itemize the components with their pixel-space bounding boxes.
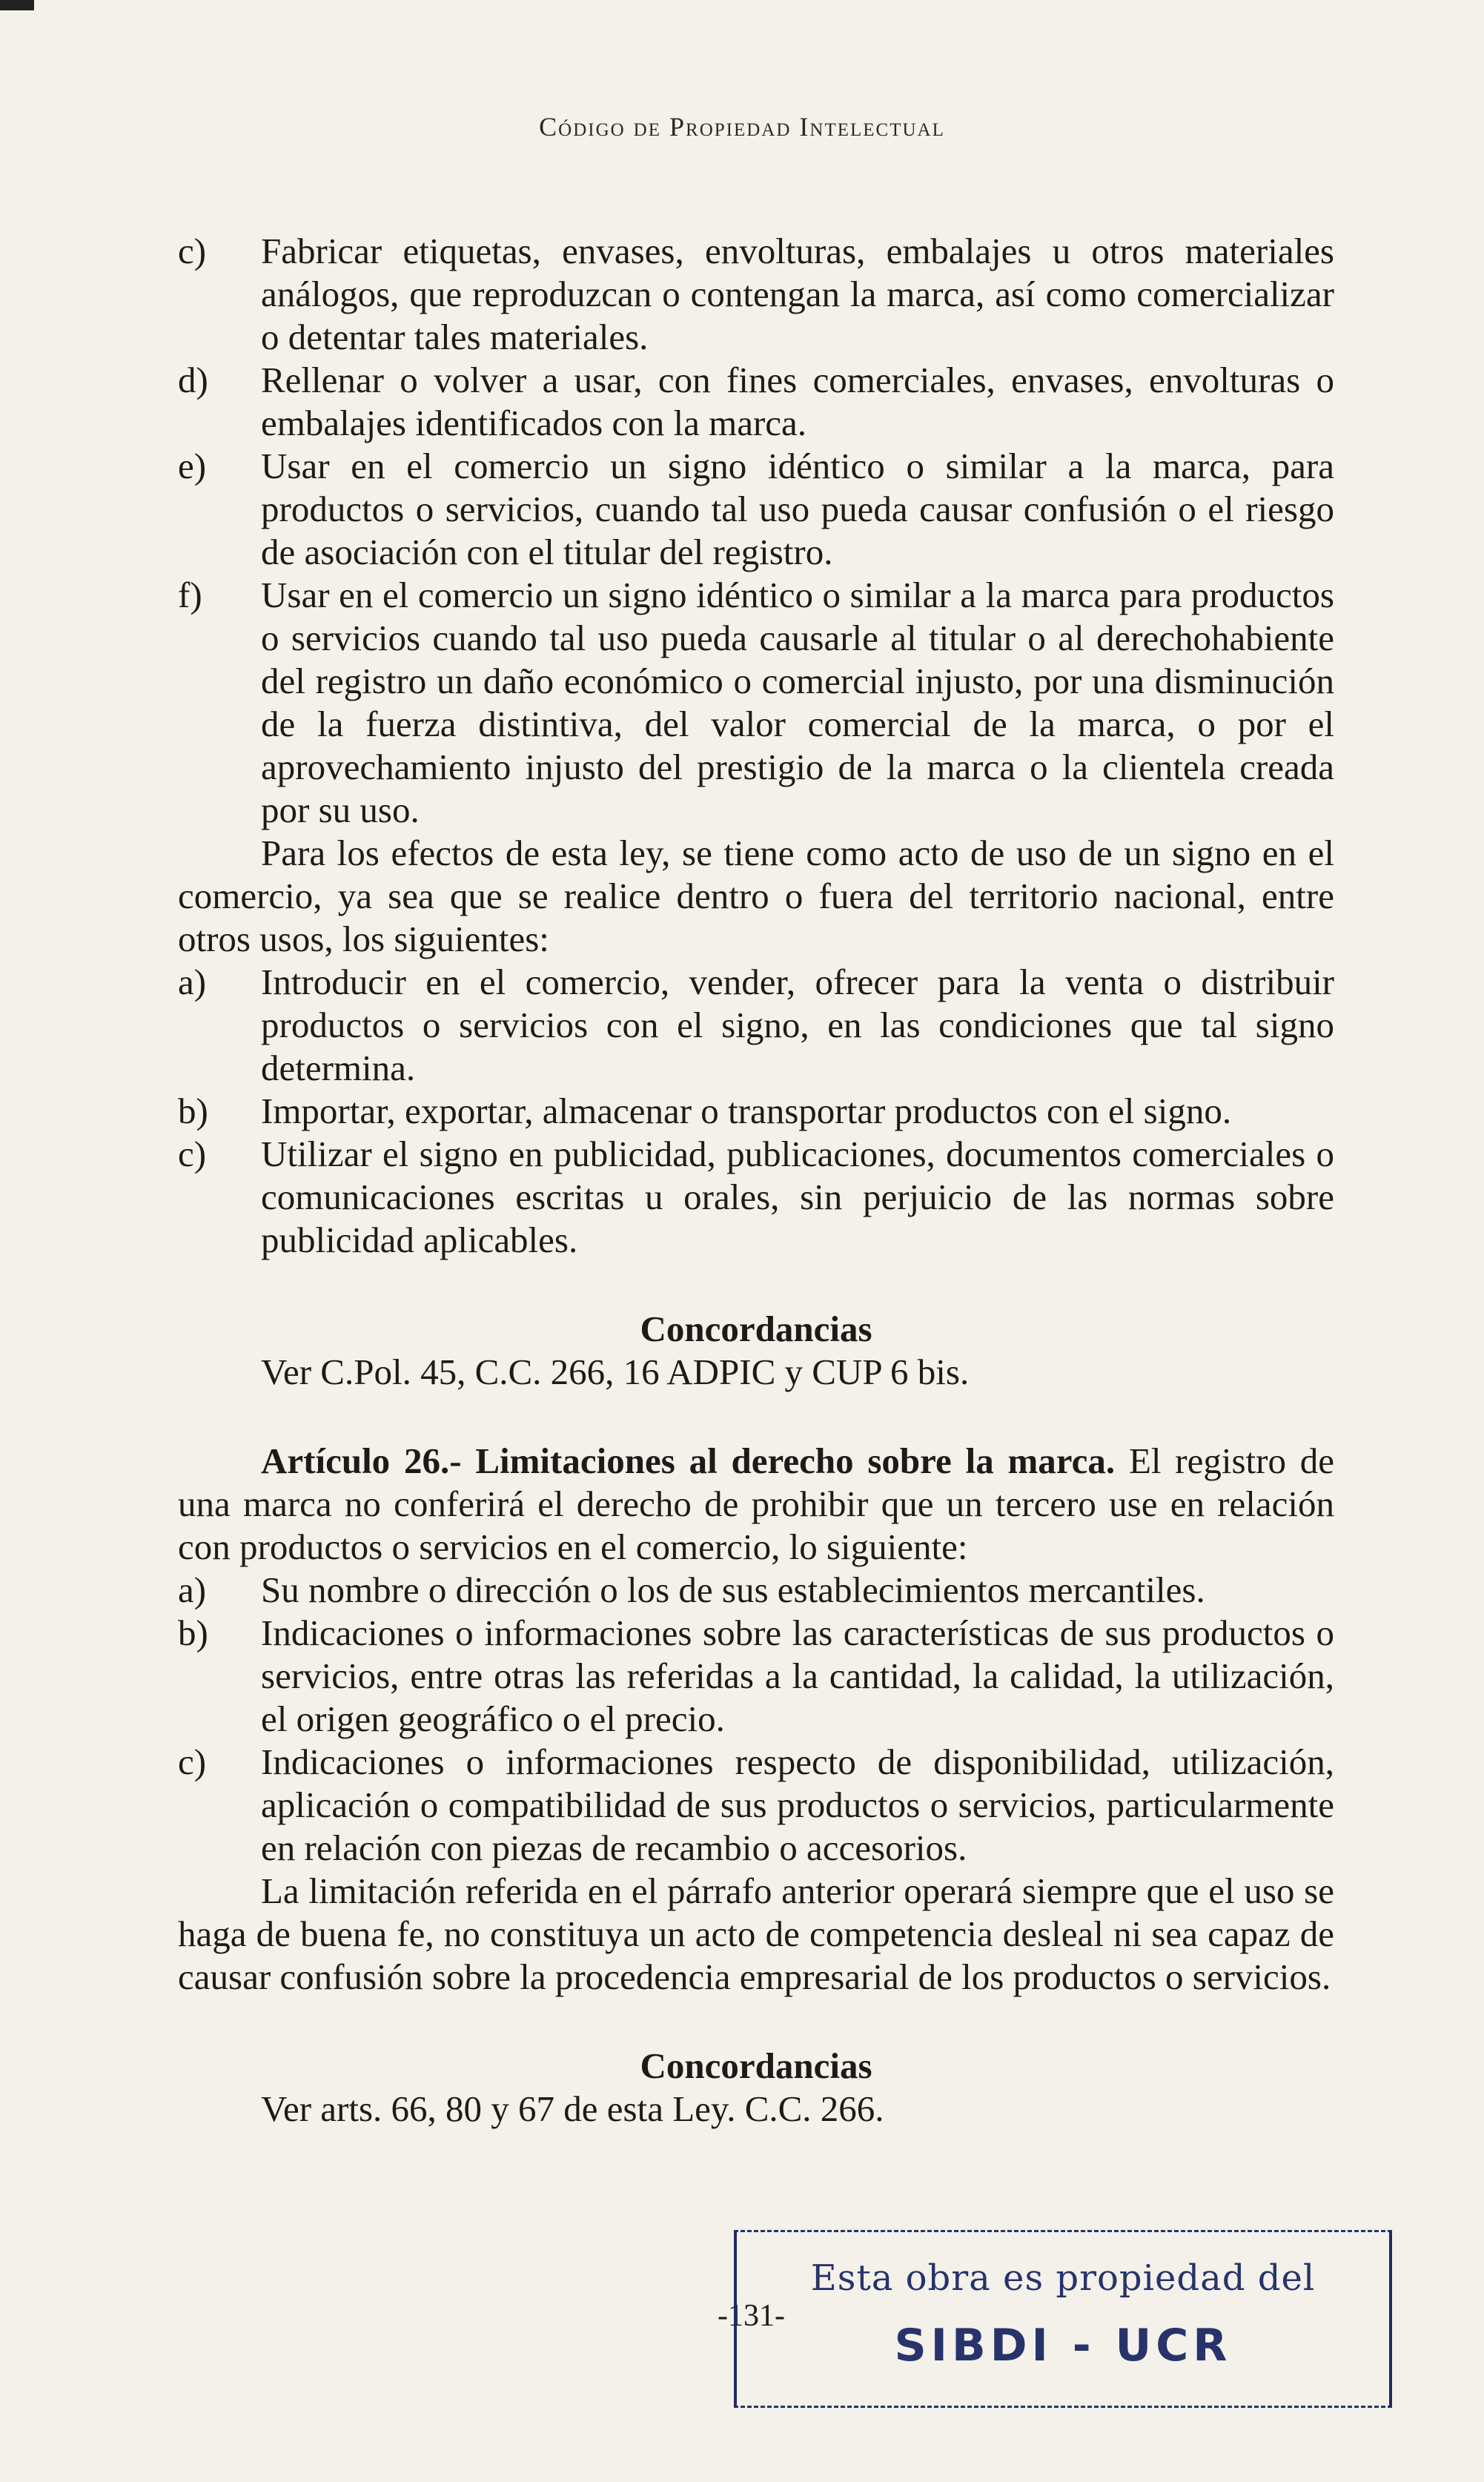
running-header: Código de Propiedad Intelectual — [539, 112, 945, 142]
list-item-text: Usar en el comercio un signo idéntico o similar a la marca para productos o servicios cuando tal uso pueda causarle al titular o al derechohabiente del registro un daño económico o comercial injusto, por una disminución de la fuerza distintiva, del valor comercial de la marca, o por el aprovechamiento injusto del prestigio de la marca o la clientela creada por su uso. — [261, 575, 1334, 830]
article-title: Artículo 26.- Limitaciones al derecho sobre la marca. — [261, 1440, 1116, 1481]
list-item — [178, 230, 1334, 359]
list-item-text: Usar en el comercio un signo idéntico o similar a la marca, para productos o servicios, cuando tal uso pueda causar confusión o el riesgo de asociación con el titular del registro. — [261, 446, 1334, 572]
list-item — [178, 359, 1334, 445]
list-item-text: Utilizar el signo en publicidad, publicaciones, documentos comerciales o comunicaciones escritas u orales, sin perjuicio de las normas sobre publicidad aplicables. — [261, 1134, 1334, 1260]
list-item-text: Rellenar o volver a usar, con fines comerciales, envases, envolturas o embalajes identificados con la marca. — [261, 360, 1334, 443]
list-marker: e) — [178, 446, 207, 486]
list-item — [178, 1569, 1334, 1612]
list-marker: f) — [178, 575, 202, 615]
corner-mark — [0, 0, 34, 10]
paragraph: La limitación referida en el párrafo anterior operará siempre que el uso se haga de buena fe, no constituya un acto de competencia desleal ni sea capaz de causar confusión sobre la procedencia empresarial de los productos o servicios. — [178, 1870, 1334, 1997]
page-number: -131- — [718, 2299, 785, 2333]
list-marker: c) — [178, 231, 207, 271]
list-item — [178, 1741, 1334, 1870]
list-item — [178, 1133, 1334, 1262]
list-marker: c) — [178, 1134, 207, 1174]
list-marker: a) — [178, 962, 207, 1002]
stamp-text: SIBDI - UCR — [894, 2320, 1232, 2372]
list-item-text: Indicaciones o informaciones respecto de disponibilidad, utilización, aplicación o compatibilidad de sus productos o servicios, particularmente en relación con piezas de recambio o accesorios. — [261, 1741, 1334, 1868]
list-item — [178, 574, 1334, 832]
list-marker: d) — [178, 360, 208, 400]
concordancias-heading: Concordancias — [640, 2045, 872, 2086]
article-intro: El registro de una marca no conferirá el derecho de prohibir que un tercero use en relación con productos o servicios en el comercio, lo siguiente: — [178, 1440, 1334, 1567]
list-marker: a) — [178, 1569, 207, 1610]
list-item-text: Importar, exportar, almacenar o transportar productos con el signo. — [261, 1091, 1232, 1131]
list-item — [178, 1612, 1334, 1741]
list-item — [178, 1090, 1334, 1133]
list-item — [178, 445, 1334, 574]
concordancias-heading: Concordancias — [640, 1308, 872, 1349]
list-item-text: Su nombre o dirección o los de sus establecimientos mercantiles. — [261, 1569, 1205, 1610]
body-text — [178, 230, 1334, 2131]
list-item-text: Indicaciones o informaciones sobre las características de sus productos o servicios, entre otras las referidas a la cantidad, la calidad, la utilización, el origen geográfico o el precio. — [261, 1612, 1334, 1739]
library-stamp — [734, 2230, 1392, 2408]
list-marker: b) — [178, 1091, 208, 1131]
paragraph: Para los efectos de esta ley, se tiene como acto de uso de un signo en el comercio, ya sea que se realice dentro o fuera del territorio nacional, entre otros usos, los siguientes: — [178, 833, 1334, 959]
list-marker: b) — [178, 1612, 208, 1653]
list-item-text: Fabricar etiquetas, envases, envolturas, embalajes u otros materiales análogos, que reproduzcan o contengan la marca, así como comercializar o detentar tales materiales. — [261, 231, 1334, 357]
concordancias-reference: Ver C.Pol. 45, C.C. 266, 16 ADPIC y CUP 6 bis. — [261, 1351, 970, 1392]
list-item-text: Introducir en el comercio, vender, ofrecer para la venta o distribuir productos o servicios con el signo, en las condiciones que tal signo determina. — [261, 962, 1334, 1088]
list-item — [178, 961, 1334, 1090]
spacer — [178, 1394, 1334, 1440]
concordancias-reference: Ver arts. 66, 80 y 67 de esta Ley. C.C. 266. — [261, 2088, 884, 2129]
list-marker: c) — [178, 1741, 207, 1782]
stamp-text: Esta obra es propiedad del — [810, 2257, 1316, 2299]
article-paragraph — [178, 1440, 1334, 1569]
